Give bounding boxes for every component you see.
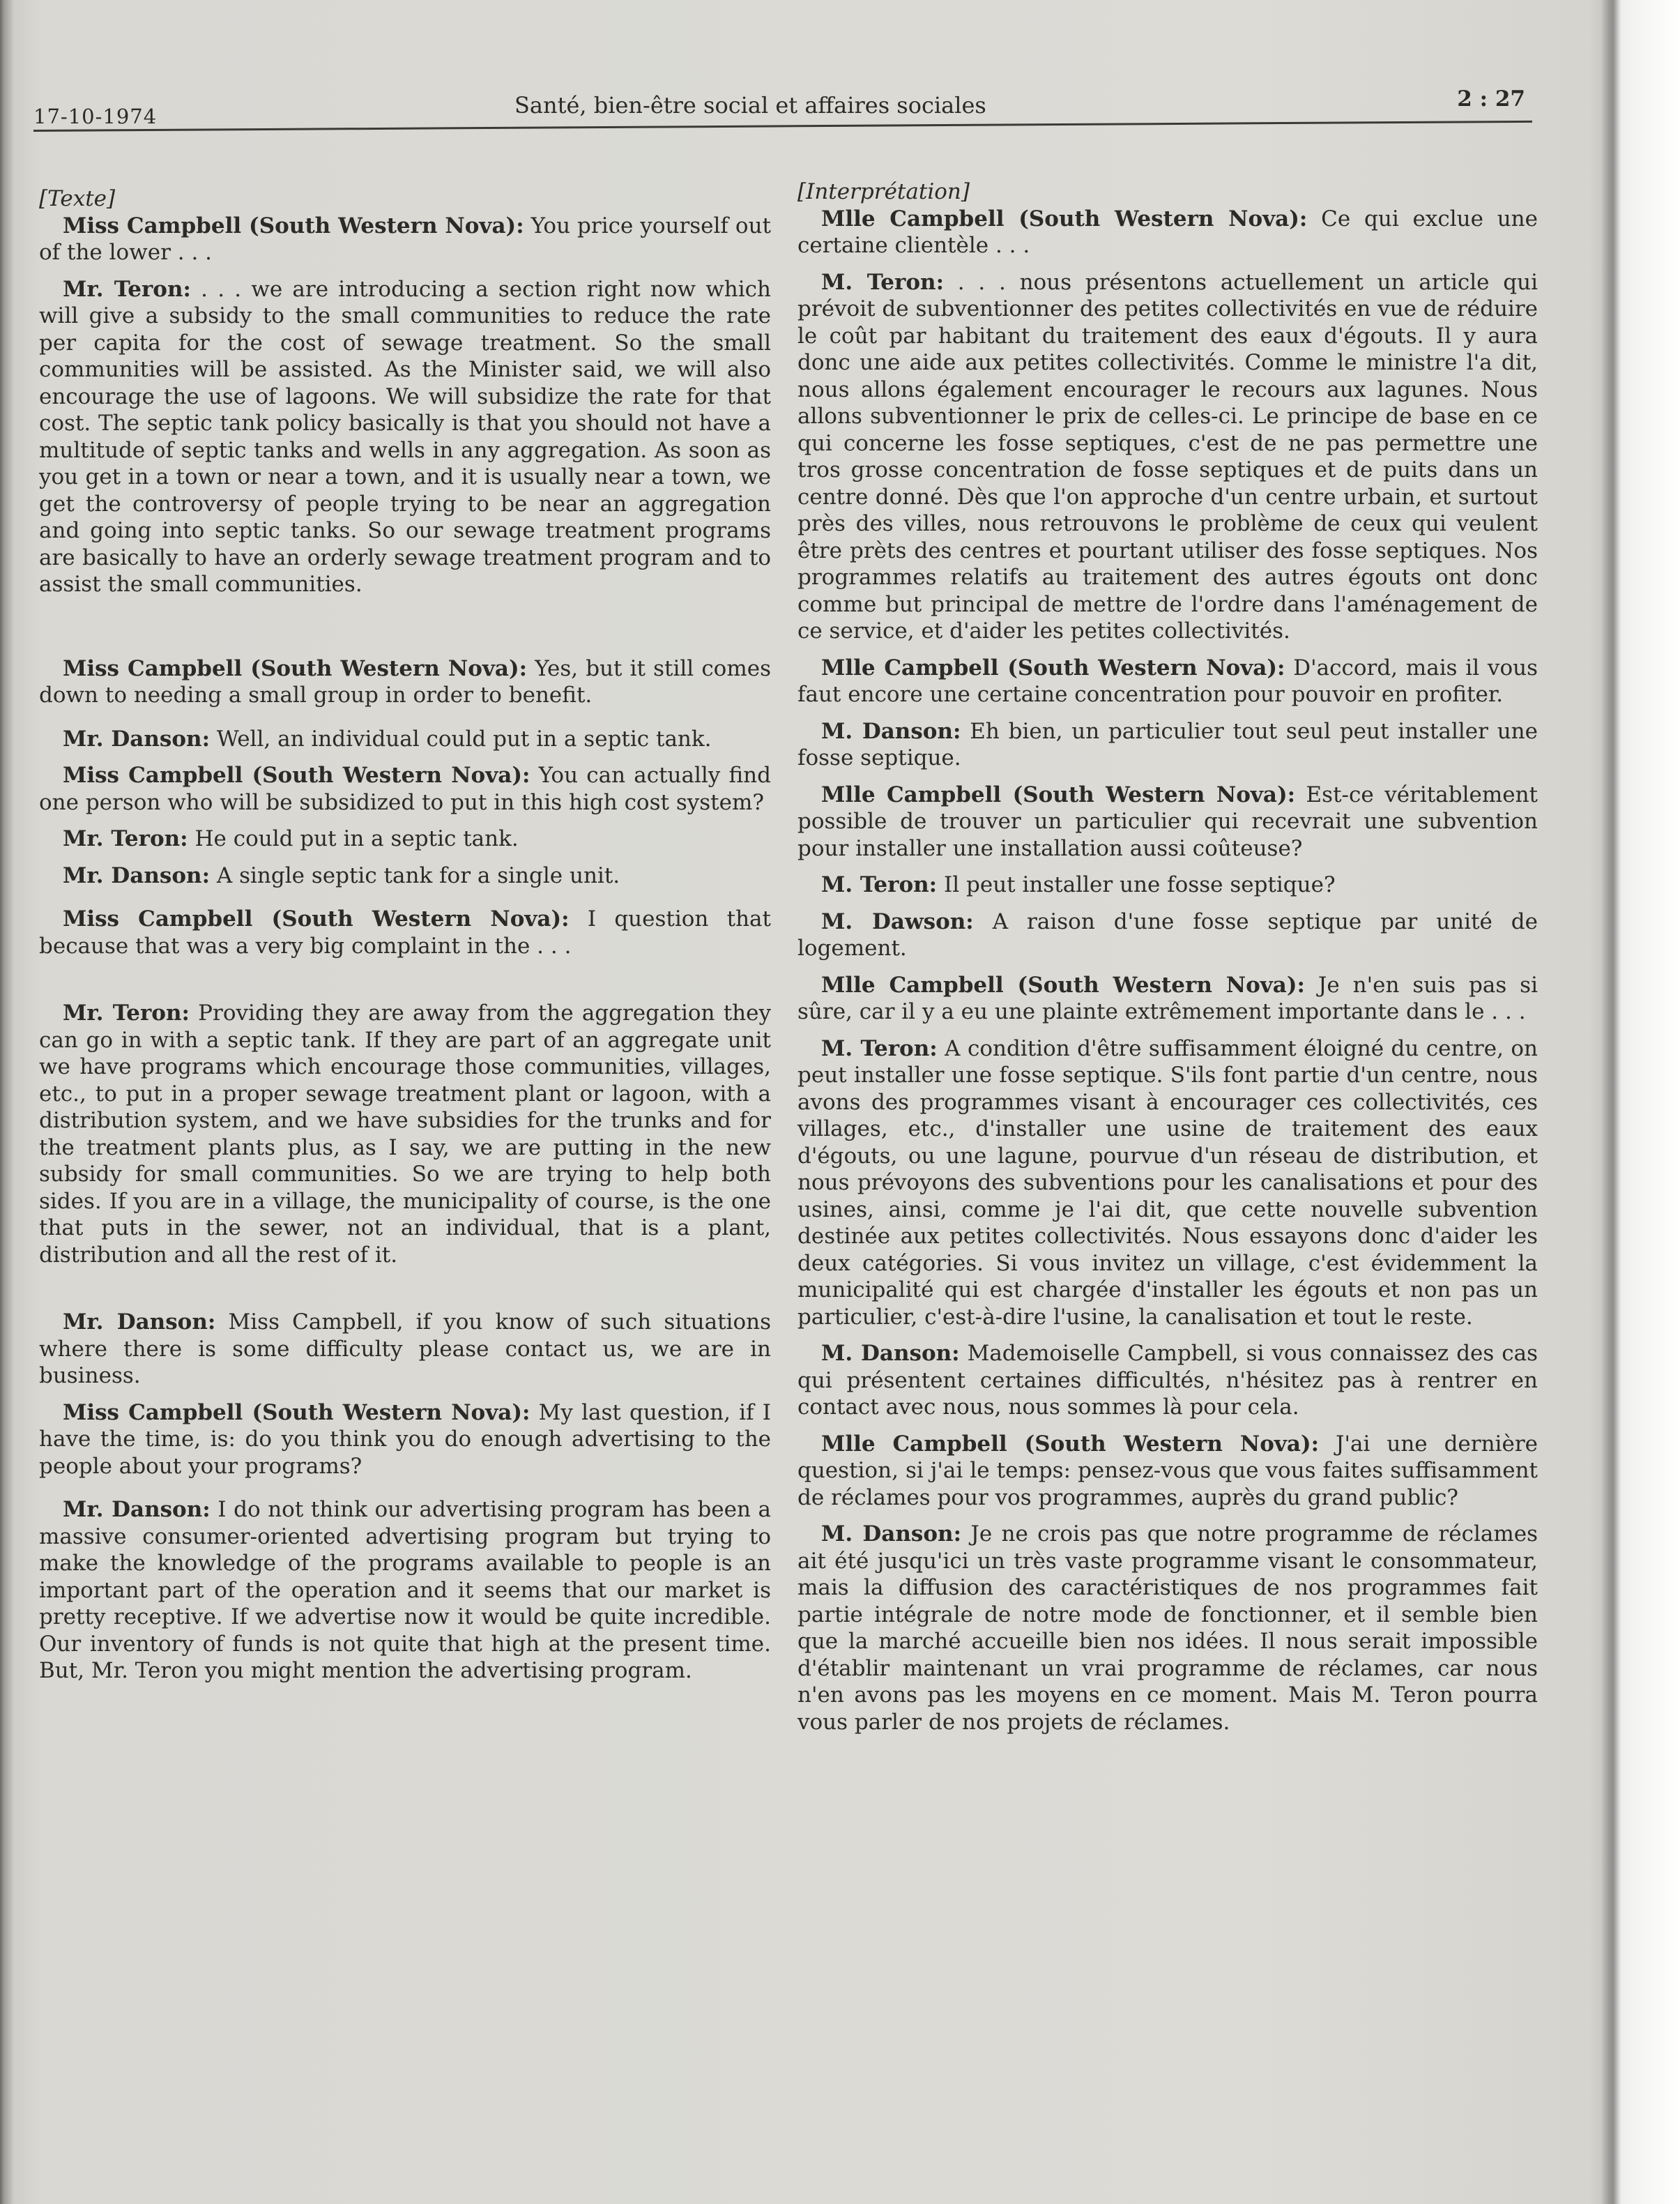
speech-text: Eh bien, un particulier tout seul peut installer une fosse septique.	[797, 718, 1538, 770]
transcript-paragraph	[797, 1431, 1538, 1512]
speech-text: He could put in a septic tank.	[188, 826, 519, 851]
speaker-name: Mlle Campbell (South Western Nova):	[821, 782, 1296, 807]
speech-text: Est-ce véritablement possible de trouver un particulier qui recevrait une subvention pour installer une installation aussi coûteuse?	[797, 782, 1538, 861]
left-column-english	[39, 185, 771, 1685]
transcript-paragraph	[39, 1496, 771, 1685]
transcript-paragraph	[797, 972, 1538, 1026]
transcript-paragraph	[797, 872, 1538, 899]
speech-text: Well, an individual could put in a septic tank.	[210, 726, 712, 752]
speaker-name: Miss Campbell (South Western Nova):	[63, 1399, 530, 1425]
transcript-paragraph	[39, 1399, 771, 1480]
speech-text: You can actually find one person who will be subsidized to put in this high cost system?	[39, 763, 771, 815]
speech-text: . . . nous présentons actuellement un article qui prévoit de subventionner des petites collectivités en vue de réduire le coût par habitant du traitement des eaux d'égouts. Il y aura donc une aide aux petites collectivités. Comme le ministre l'a dit, nous allons également encourager le recours aux lagunes. Nous allons subventionner le prix de celles-ci. Le principe de base en ce qui concerne les fosse septiques, c'est de ne pas permettre une tros grosse concentration de fosse septiques et de puits dans un centre donné. Dès que l'on approche d'un centre urbain, et surtout près des villes, nous retrouvons le problème de ceux qui veulent être prèts des centres et pourtant utiliser des fosse septiques. Nos programmes relatifs au traitement des autres égouts ont donc comme but principal de mettre de l'ordre dans l'aménagement de ce service, et d'aider les petites collectivités.	[797, 269, 1538, 644]
right-column-french	[797, 178, 1538, 1735]
speech-text: D'accord, mais il vous faut encore une certaine concentration pour pouvoir en profiter.	[797, 655, 1538, 707]
speaker-name: M. Teron:	[821, 269, 945, 295]
speech-text: . . . we are introducing a section right now which will give a subsidy to the small communities to reduce the rate per capita for the cost of sewage treatment. So the small communities will be assisted. As the Minister said, we will also encourage the use of lagoons. We will subsidize the rate for that cost. The septic tank policy basically is that you should not have a multitude of septic tanks and wells in any aggregation. As soon as you get in a town or near a town, and it is usually near a town, we get the controversy of people trying to be near an aggregation and going into septic tanks. So our sewage treatment programs are basically to have an orderly sewage treatment program and to assist the small communities.	[39, 276, 771, 597]
transcript-paragraph	[797, 269, 1538, 645]
speech-text: A single septic tank for a single unit.	[210, 862, 620, 888]
transcript-paragraph	[39, 213, 771, 266]
transcript-paragraph	[797, 1521, 1538, 1735]
section-label-texte: [Texte]	[39, 186, 116, 211]
speaker-name: Mr. Danson:	[63, 726, 211, 752]
transcript-paragraph	[797, 655, 1538, 708]
speech-text: Yes, but it still comes down to needing a small group in order to benefit.	[39, 655, 771, 708]
transcript-paragraph	[39, 1000, 771, 1268]
transcript-paragraph	[797, 1340, 1538, 1421]
speaker-name: M. Teron:	[821, 1035, 938, 1061]
header-page-number: 2 : 27	[1457, 86, 1525, 112]
speech-text: Il peut installer une fosse septique?	[937, 872, 1336, 897]
speech-text: My last question, if I have the time, is: do you think you do enough advertising to the people about your programs?	[39, 1399, 771, 1479]
transcript-paragraph	[39, 762, 771, 816]
speech-text: Providing they are away from the aggregation they can go in with a septic tank. If they are part of an aggregate unit we have programs which encourage those communities, villages, etc., to put in a proper sewage treatment plant or lagoon, with a distribution system, and we have subsidies for the trunks and for the treatment plants plus, as I say, we are putting in the new subsidy for small communities. So we are trying to help both sides. If you are in a village, the municipality of course, is the one that puts in the sewer, not an individual, that is a plant, distribution and all the rest of it.	[39, 1001, 771, 1268]
speech-text: I do not think our advertising program has been a massive consumer-oriented advertising program but trying to make the knowledge of the programs available to people is an important part of the operation and it seems that our market is pretty receptive. If we advertise now it would be quite incredible. Our inventory of funds is not quite that high at the present time. But, Mr. Teron you might mention the advertising program.	[39, 1497, 771, 1683]
transcript-paragraph	[797, 782, 1538, 862]
speaker-name: M. Danson:	[821, 1521, 962, 1546]
transcript-paragraph	[39, 1309, 771, 1390]
speaker-name: M. Danson:	[821, 718, 961, 744]
transcript-paragraph	[39, 655, 771, 709]
speaker-name: Mlle Campbell (South Western Nova):	[821, 206, 1308, 231]
transcript-paragraph	[39, 276, 771, 598]
speech-text: Je n'en suis pas si sûre, car il y a eu une plainte extrêmement importante dans le . . .	[797, 972, 1538, 1024]
transcript-paragraph	[39, 726, 771, 753]
speaker-name: Miss Campbell (South Western Nova):	[63, 213, 524, 238]
transcript-paragraph	[39, 826, 771, 853]
speech-text: Je ne crois pas que notre programme de réclames ait été jusqu'ici un très vaste programme visant le consommateur, mais la diffusion des caractéristiques de nos programmes fait partie intégrale de notre mode de fonctionner, et il semble bien que la marché accueille bien nos idées. Il nous serait impossible d'établir maintenant un vrai programme de réclames, car nous n'en avons pas les moyens en ce moment. Mais M. Teron pourra vous parler de nos projets de réclames.	[797, 1521, 1538, 1735]
speaker-name: M. Danson:	[821, 1341, 960, 1366]
speech-text: I question that because that was a very big complaint in the . . .	[39, 906, 771, 959]
speaker-name: M. Dawson:	[821, 909, 974, 934]
page-header	[33, 82, 1532, 131]
speech-text: Mademoiselle Campbell, si vous connaissez des cas qui présentent certaines difficultés, n'hésitez pas à rentrer en contact avec nous, nous sommes là pour cela.	[797, 1341, 1538, 1420]
transcript-paragraph	[797, 1035, 1538, 1331]
speaker-name: Mr. Danson:	[63, 862, 211, 888]
speech-text: J'ai une dernière question, si j'ai le temps: pensez-vous que vous faites suffisamment de réclames pour vos programmes, auprès du grand public?	[797, 1431, 1538, 1510]
speaker-name: Mlle Campbell (South Western Nova):	[821, 655, 1285, 681]
speech-text: Ce qui exclue une certaine clientèle . . .	[797, 206, 1538, 258]
header-rule	[33, 121, 1532, 132]
speaker-name: Mr. Teron:	[63, 1001, 190, 1026]
speech-text: A condition d'être suffisamment éloigné du centre, on peut installer une fosse septique. S'ils font partie d'un centre, nous avons des programmes visant à encourager ces collectivités, ces villages, etc., d'installer une usine de traitement des eaux d'égouts, ou une lagune, pourvue d'un réseau de distribution, et nous prévoyons des subventions pour les canalisations et pour des usines, ainsi, comme je l'ai dit, que cette nouvelle subvention destinée aux petites collectivités. Nous essayons donc d'aider les deux catégories. Si vous invitez un village, c'est évidemment la municipalité qui est chargée d'installer les égouts et non pas un particulier, c'est-à-dire l'usine, la canalisation et tout le reste.	[797, 1035, 1538, 1330]
speaker-name: M. Teron:	[821, 872, 938, 897]
header-title: Santé, bien-être social et affaires sociales	[514, 92, 986, 119]
speaker-name: Mr. Teron:	[63, 276, 191, 302]
speaker-name: Mr. Danson:	[63, 1497, 211, 1522]
speaker-name: Mlle Campbell (South Western Nova):	[821, 1431, 1320, 1457]
transcript-paragraph	[797, 718, 1538, 772]
speaker-name: Miss Campbell (South Western Nova):	[63, 763, 530, 788]
transcript-paragraph	[797, 206, 1538, 259]
speaker-name: Mlle Campbell (South Western Nova):	[821, 972, 1305, 998]
transcript-paragraph	[39, 906, 771, 959]
binding-shadow	[1601, 0, 1621, 2204]
speaker-name: Mr. Danson:	[63, 1309, 216, 1335]
speaker-name: Mr. Teron:	[63, 826, 188, 851]
transcript-paragraph	[39, 862, 771, 890]
speaker-name: Miss Campbell (South Western Nova):	[63, 906, 570, 932]
speech-text: Miss Campbell, if you know of such situations where there is some difficulty please contact us, we are in business.	[39, 1309, 772, 1388]
header-date: 17-10-1974	[33, 105, 158, 128]
section-label-interpretation: [Interprétation]	[797, 179, 970, 204]
speaker-name: Miss Campbell (South Western Nova):	[63, 655, 528, 681]
speech-text: You price yourself out of the lower . . .	[39, 213, 771, 265]
speech-text: A raison d'une fosse septique par unité de logement.	[797, 909, 1538, 961]
transcript-paragraph	[797, 909, 1538, 962]
